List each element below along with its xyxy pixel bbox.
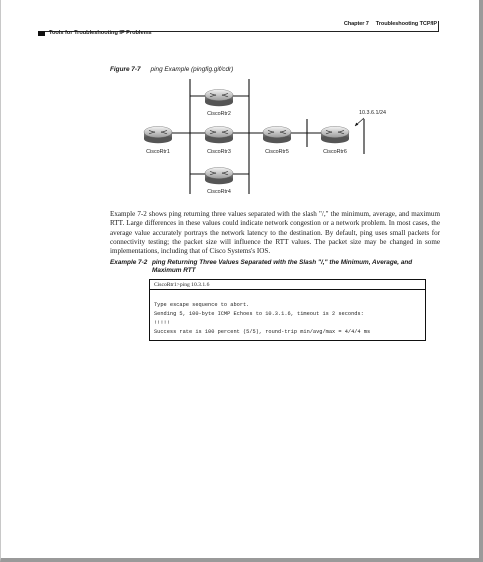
router-icon-1 (144, 126, 172, 143)
router-label-3: CiscoRtr3 (207, 149, 231, 155)
code-line: !!!!! (154, 320, 170, 326)
network-address-label: 10.3.6.1/24 (359, 110, 386, 116)
router-label-1: CiscoRtr1 (146, 149, 170, 155)
example-label: Example 7-2 (110, 259, 148, 266)
router-label-4: CiscoRtr4 (207, 189, 231, 195)
example-caption (110, 259, 440, 275)
code-line: Type escape sequence to abort. (154, 302, 250, 308)
router-icon-4 (205, 167, 233, 184)
router-label-6: CiscoRtr6 (323, 149, 347, 155)
code-line-command: CiscoRtr1>ping 10.3.1.6 (154, 282, 210, 288)
router-label-5: CiscoRtr5 (265, 149, 289, 155)
network-pointer-arrow (355, 118, 364, 126)
example-title: ping Returning Three Values Separated with the Slash "/," the Minimum, Average, and Maximum RTT (152, 259, 413, 274)
router-icon-6 (321, 126, 349, 143)
body-paragraph: Example 7-2 shows ping returning three values separated with the slash "/," the minimum, average, and maximum RTT. Large differences in these values could indicate network congestion or a network problem. In most cases, the average value accurately portrays the network latency to the destination. By default, ping uses small packets for connectivity testing; the packet size will influence the RTT values. The packet size may be changed in some implementations, including that of Cisco Systems's IOS. (110, 210, 440, 256)
code-listing-divider (150, 289, 425, 290)
code-listing (149, 279, 426, 341)
figure-title: ping Example (pingfig.gif/cdr) (150, 66, 234, 73)
router-icon-5 (263, 126, 291, 143)
chapter-title: Troubleshooting TCP/IP (375, 21, 437, 27)
router-label-2: CiscoRtr2 (207, 111, 231, 117)
chapter-number: Chapter 7 (343, 21, 369, 27)
router-icon-2 (205, 89, 233, 106)
figure-label: Figure 7-7 (110, 66, 141, 73)
code-line: Sending 5, 100-byte ICMP Echoes to 10.3.1.6, timeout is 2 seconds: (154, 311, 364, 317)
section-title: Tools for Troubleshooting IP Problems (49, 30, 152, 36)
code-line: Success rate is 100 percent (5/5), round-trip min/avg/max = 4/4/4 ms (154, 329, 371, 335)
router-icon-3 (205, 126, 233, 143)
